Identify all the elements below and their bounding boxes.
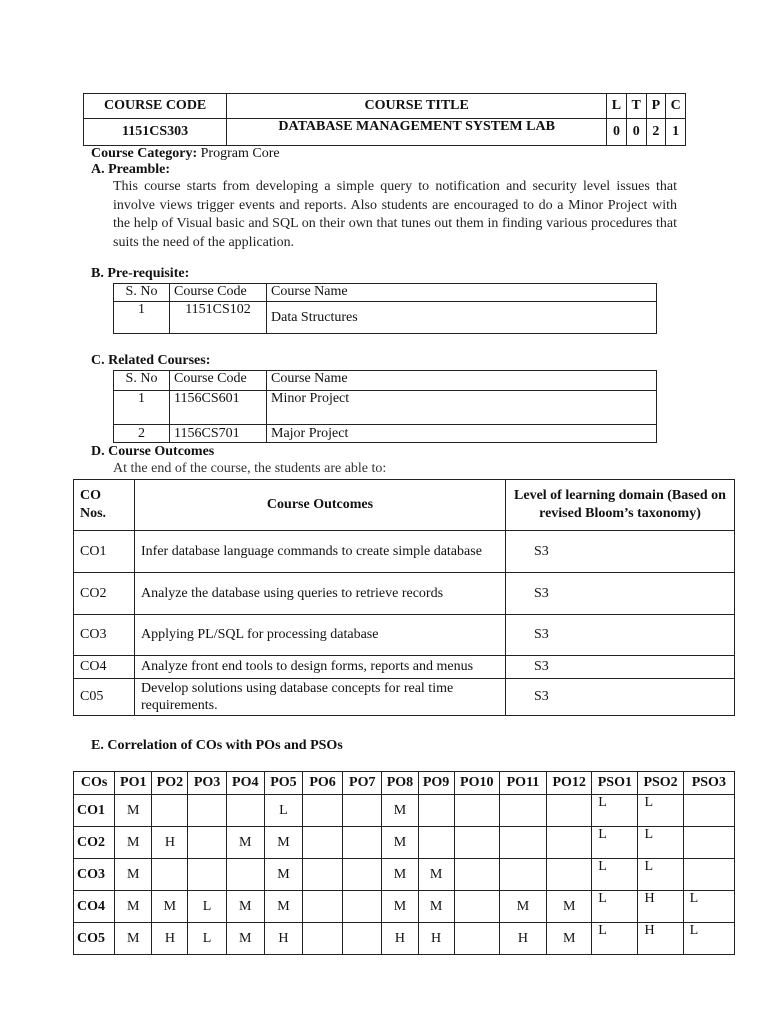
table-row [74,891,735,923]
correlation-heading: E. Correlation of COs with POs and PSOs [91,738,343,753]
corr-co-label: CO3 [74,859,115,891]
co-number: CO4 [74,656,135,679]
corr-cell [547,827,592,859]
table-row [74,656,735,679]
ltpc-value-l: 0 [607,119,627,146]
prereq-col-name: Course Name [267,284,657,302]
table-row [74,573,735,615]
corr-col-po5: PO5 [264,772,302,795]
corr-cell [499,795,546,827]
correlation-table [73,771,735,955]
corr-cell: L [264,795,302,827]
corr-col-pso3: PSO3 [683,772,734,795]
course-code: 1151CS303 [84,119,227,146]
corr-cell [188,859,226,891]
corr-cell [188,827,226,859]
prerequisite-table [113,283,657,334]
corr-co-label: CO4 [74,891,115,923]
corr-cell [454,923,499,955]
co-col-outcome: Course Outcomes [135,480,506,531]
corr-co-label: CO1 [74,795,115,827]
corr-col-po7: PO7 [343,772,382,795]
corr-cell [418,827,454,859]
corr-cell: M [152,891,188,923]
course-header-table [83,93,686,146]
corr-col-po4: PO4 [226,772,264,795]
corr-cell [303,859,343,891]
table-row [74,795,735,827]
course-category [91,145,280,163]
related-name: Major Project [267,425,657,443]
corr-cell: M [264,891,302,923]
corr-cell [343,891,382,923]
preamble-text: This course starts from developing a simple query to notification and security level issues that involve views trigger events and reports. Also students are encouraged to do a Minor Project with the help of Visual basic and SQL on their own that tunes out them in finding various procedures that suits the need of the application. [113,179,677,251]
co-number: CO2 [74,573,135,615]
corr-col-pso2: PSO2 [638,772,683,795]
corr-cell [418,795,454,827]
corr-col-po11: PO11 [499,772,546,795]
corr-cell [454,859,499,891]
corr-cell: H [264,923,302,955]
corr-cell: L [592,827,638,859]
corr-cell: L [638,795,683,827]
co-number: CO3 [74,615,135,656]
prerequisite-heading: B. Pre-requisite: [91,266,190,281]
corr-col-po3: PO3 [188,772,226,795]
prereq-name: Data Structures [267,302,657,334]
corr-cell [454,795,499,827]
table-row [114,425,657,443]
corr-cell: L [638,827,683,859]
corr-cell: L [592,891,638,923]
corr-cell [683,859,734,891]
co-number: CO1 [74,531,135,573]
co-level: S3 [506,656,735,679]
corr-cell: M [264,859,302,891]
corr-cell: H [152,923,188,955]
course-category-label: Course Category: [91,146,198,161]
corr-cell: M [115,923,152,955]
related-heading: C. Related Courses: [91,353,211,368]
ltpc-label-t: T [626,94,646,119]
corr-cell: H [638,891,683,923]
corr-cell: L [188,923,226,955]
table-row [74,679,735,716]
co-text: Applying PL/SQL for processing database [135,615,506,656]
outcomes-intro: At the end of the course, the students are able to: [113,461,387,476]
table-row [74,615,735,656]
related-sno: 1 [114,391,170,425]
course-outcomes-table [73,479,735,716]
corr-cell [454,827,499,859]
corr-cell: M [115,859,152,891]
corr-cell [188,795,226,827]
co-text: Infer database language commands to create simple database [135,531,506,573]
corr-col-pso1: PSO1 [592,772,638,795]
corr-cell: H [499,923,546,955]
corr-cell [343,795,382,827]
corr-cell: M [115,795,152,827]
prereq-col-code: Course Code [170,284,267,302]
corr-cell: L [592,923,638,955]
related-sno: 2 [114,425,170,443]
corr-cell [303,923,343,955]
prereq-col-sno: S. No [114,284,170,302]
corr-col-po12: PO12 [547,772,592,795]
co-text: Analyze the database using queries to retrieve records [135,573,506,615]
co-col-nos: CO Nos. [74,480,135,531]
ltpc-label-p: P [646,94,666,119]
corr-col-po8: PO8 [382,772,418,795]
table-row [74,827,735,859]
ltpc-label-c: C [666,94,686,119]
corr-col-po6: PO6 [303,772,343,795]
corr-cell [683,827,734,859]
corr-cell: L [188,891,226,923]
course-title: DATABASE MANAGEMENT SYSTEM LAB [227,119,607,146]
corr-cell: M [547,891,592,923]
corr-cell: M [226,891,264,923]
prereq-code: 1151CS102 [170,302,267,334]
corr-cell: L [683,891,734,923]
related-col-sno: S. No [114,371,170,391]
corr-cell: H [382,923,418,955]
related-name: Minor Project [267,391,657,425]
corr-col-po2: PO2 [152,772,188,795]
corr-cell [499,827,546,859]
ltpc-value-t: 0 [626,119,646,146]
co-col-level: Level of learning domain (Based on revised Bloom’s taxonomy) [506,480,735,531]
ltpc-value-c: 1 [666,119,686,146]
corr-cell: L [683,923,734,955]
related-courses-table [113,370,657,443]
corr-cell [343,923,382,955]
co-level: S3 [506,615,735,656]
corr-cell [547,795,592,827]
course-code-label: COURSE CODE [84,94,227,119]
ltpc-label-l: L [607,94,627,119]
corr-col-po9: PO9 [418,772,454,795]
corr-cell [547,859,592,891]
co-level: S3 [506,679,735,716]
outcomes-heading: D. Course Outcomes [91,444,215,459]
prereq-sno: 1 [114,302,170,334]
corr-cell: M [226,923,264,955]
corr-cell [454,891,499,923]
corr-cell: M [226,827,264,859]
corr-cell [343,827,382,859]
corr-cell: M [418,891,454,923]
corr-cell [303,827,343,859]
corr-cell: M [547,923,592,955]
ltpc-value-p: 2 [646,119,666,146]
co-text: Analyze front end tools to design forms, reports and menus [135,656,506,679]
table-row [114,302,657,334]
co-level: S3 [506,573,735,615]
co-text: Develop solutions using database concepts for real time requirements. [135,679,506,716]
corr-cell [152,859,188,891]
corr-cell [226,795,264,827]
preamble-heading: A. Preamble: [91,162,171,177]
table-row [74,531,735,573]
co-number: C05 [74,679,135,716]
corr-cell [152,795,188,827]
course-title-label: COURSE TITLE [227,94,607,119]
corr-cell [499,859,546,891]
corr-cell: M [382,891,418,923]
corr-cell [303,795,343,827]
corr-col-po10: PO10 [454,772,499,795]
corr-col-po1: PO1 [115,772,152,795]
corr-cell: L [592,795,638,827]
corr-cell: L [592,859,638,891]
corr-cell: H [152,827,188,859]
table-row [114,391,657,425]
corr-cell: M [382,827,418,859]
related-col-code: Course Code [170,371,267,391]
corr-co-label: CO2 [74,827,115,859]
related-col-name: Course Name [267,371,657,391]
course-category-value: Program Core [197,146,280,161]
corr-cell: M [382,795,418,827]
corr-cell: M [499,891,546,923]
corr-cell: M [418,859,454,891]
corr-cell: H [638,923,683,955]
table-row [74,923,735,955]
corr-cell: M [115,827,152,859]
corr-co-label: CO5 [74,923,115,955]
co-level: S3 [506,531,735,573]
corr-cell: L [638,859,683,891]
corr-cell [683,795,734,827]
corr-cell: M [382,859,418,891]
table-row [74,859,735,891]
corr-cell: H [418,923,454,955]
corr-col-cos: COs [74,772,115,795]
corr-cell [343,859,382,891]
corr-cell [226,859,264,891]
corr-cell: M [264,827,302,859]
corr-cell: M [115,891,152,923]
related-code: 1156CS601 [170,391,267,425]
corr-cell [303,891,343,923]
related-code: 1156CS701 [170,425,267,443]
